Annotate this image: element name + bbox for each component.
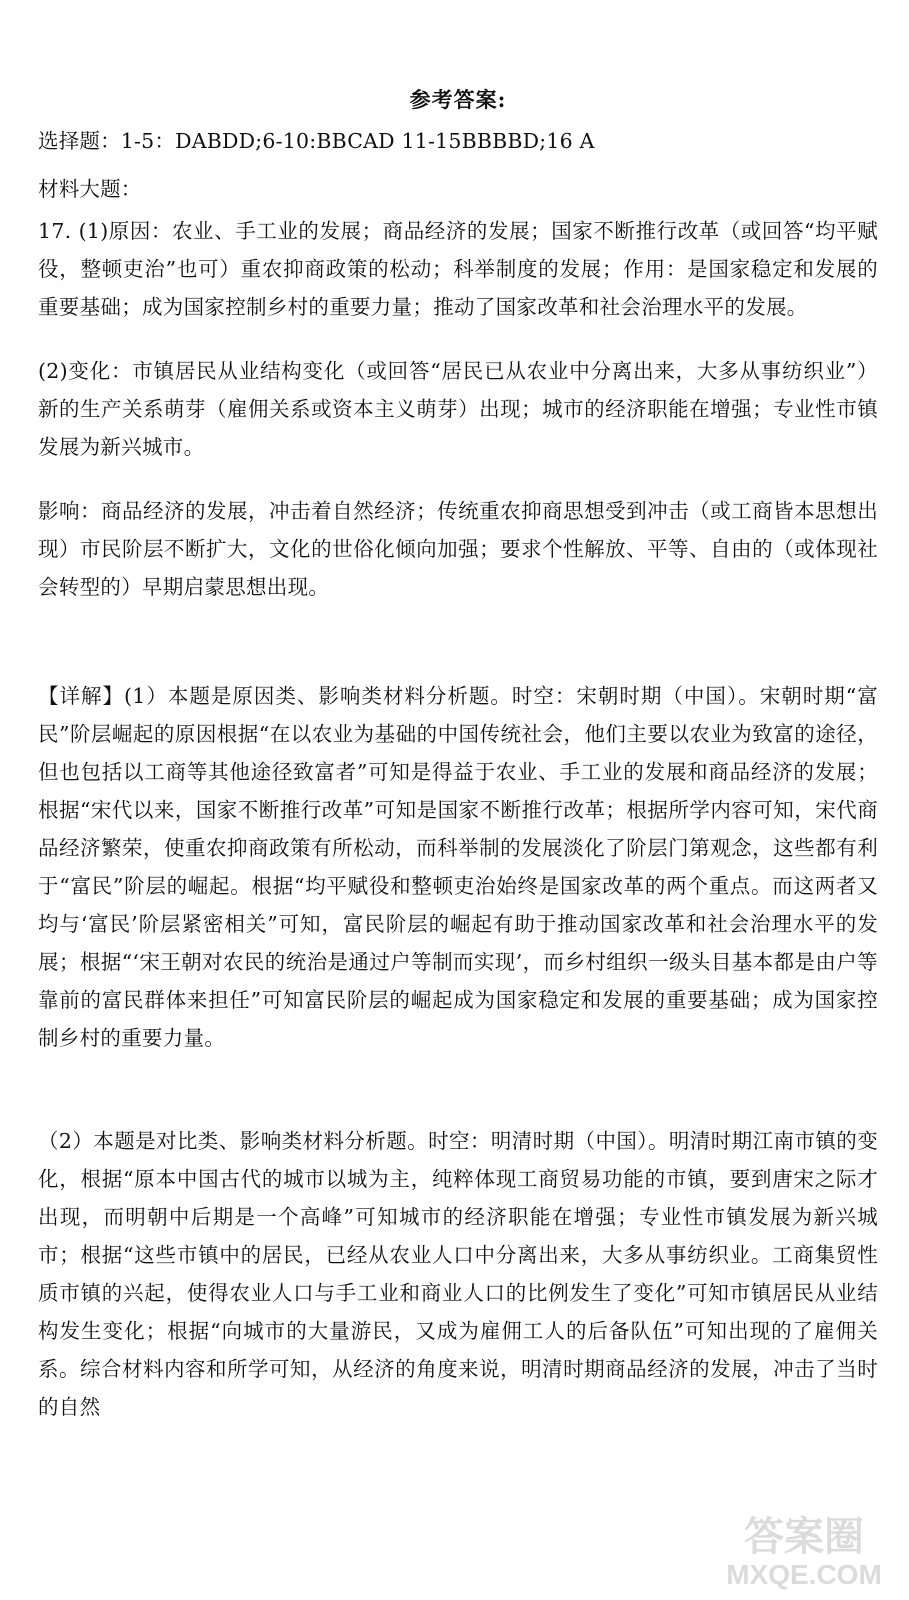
material-heading: 材料大题：: [38, 177, 142, 201]
watermark-url: MXQE.COM: [726, 1559, 882, 1590]
q17-part2-impact: 影响：商品经济的发展，冲击着自然经济；传统重农抑商思想受到冲击（或工商皆本思想出现）市民阶层不断扩大，文化的世俗化倾向加强；要求个性解放、平等、自由的（或体现社会转型的）早期启蒙思想出现。: [38, 499, 878, 599]
detail-part2: （2）本题是对比类、影响类材料分析题。时空：明清时期（中国）。明清时期江南市镇的变化，根据“原本中国古代的城市以城为主，纯粹体现工商贸易功能的市镇，要到唐宋之际才出现，而明朝中后期是一个高峰”可知城市的经济职能在增强；专业性市镇发展为新兴城市；根据“这些市镇中的居民，已经从农业人口中分离出来，大多从事纺织业。工商集贸性质市镇的兴起，使得农业人口与手工业和商业人口的比例发生了变化”可知市镇居民从业结构发生变化；根据“向城市的大量游民，又成为雇佣工人的后备队伍”可知出现的了雇佣关系。综合材料内容和所学可知，从经济的角度来说，明清时期商品经济的发展，冲击了当时的自然: [38, 1129, 878, 1419]
page-title: 参考答案:: [409, 87, 507, 112]
watermark-text: 答案圈: [744, 1515, 864, 1559]
q17-part1: 17. (1)原因：农业、手工业的发展；商品经济的发展；国家不断推行改革（或回答“均平赋役，整顿吏治”也可）重农抑商政策的松动；科举制度的发展；作用：是国家稳定和发展的重要基础；成为国家控制乡村的重要力量；推动了国家改革和社会治理水平的发展。: [38, 219, 878, 319]
q17-part2-change: (2)变化：市镇居民从业结构变化（或回答“居民已从农业中分离出来，大多从事纺织业”）新的生产关系萌芽（雇佣关系或资本主义萌芽）出现；城市的经济职能在增强；专业性市镇发展为新兴城市。: [38, 359, 878, 459]
watermark-logo: [709, 1502, 899, 1592]
detail-part1: 【详解】(1）本题是原因类、影响类材料分析题。时空：宋朝时期（中国）。宋朝时期“富民”阶层崛起的原因根据“在以农业为基础的中国传统社会，他们主要以农业为致富的途径，但也包括以工商等其他途径致富者”可知是得益于农业、手工业的发展和商品经济的发展；根据“宋代以来，国家不断推行改革”可知是国家不断推行改革；根据所学内容可知，宋代商品经济繁荣，使重农抑商政策有所松动，而科举制的发展淡化了阶层门第观念，这些都有利于“富民”阶层的崛起。根据“均平赋役和整顿吏治始终是国家改革的两个重点。而这两者又均与‘富民’阶层紧密相关”可知，富民阶层的崛起有助于推动国家改革和社会治理水平的发展；根据“‘宋王朝对农民的统治是通过户等制而实现’，而乡村组织一级头目基本都是由户等靠前的富民群体来担任”可知富民阶层的崛起成为国家稳定和发展的重要基础；成为国家控制乡村的重要力量。: [38, 684, 878, 1050]
choice-answers: 选择题：1-5：DABDD;6-10:BBCAD 11-15BBBBD;16 A: [38, 129, 595, 153]
